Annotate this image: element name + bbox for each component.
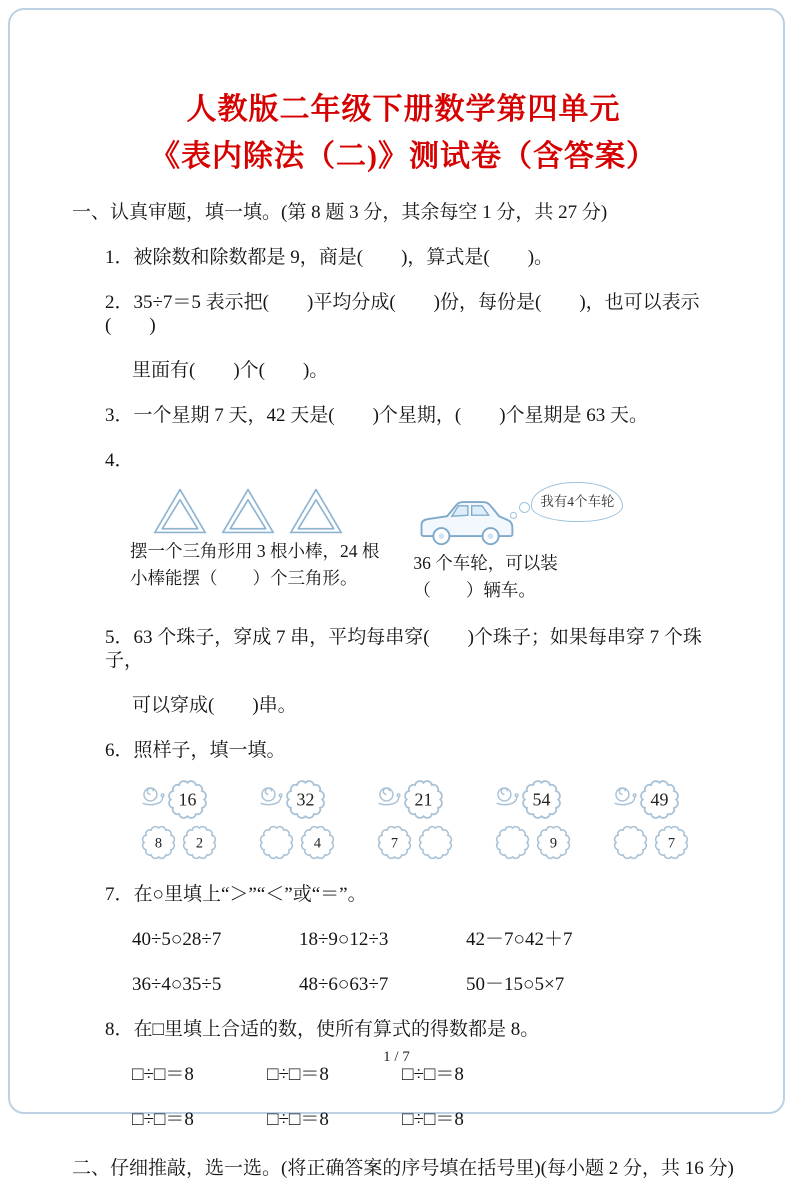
question-2-line2: 里面有( )个( )。 (132, 359, 329, 381)
pattern-bottom-badge (181, 824, 218, 861)
fill-pattern-group (364, 778, 456, 861)
pattern-top-badge (520, 778, 563, 821)
svg-text:16: 16 (178, 789, 196, 810)
question-4-car-block (413, 482, 623, 604)
pattern-top-badge (638, 778, 681, 821)
triangles-caption-line2: 小棒能摆（ ）个三角形。 (130, 567, 358, 588)
stick-triangle-icon (220, 486, 276, 536)
section2-heading: 二、仔细推敲，选一选。(将正确答案的序号填在括号里)(每小题 2 分，共 16 分) (72, 1157, 734, 1179)
svg-text:9: 9 (549, 835, 558, 852)
pattern-bottom-badge (535, 824, 572, 861)
question-2-line1: 2．35÷7＝5 表示把( )平均分成( )份，每份是( )，也可以表示( ) (105, 291, 700, 336)
pattern-bottom-badge (417, 824, 454, 861)
svg-text:4: 4 (313, 835, 322, 852)
pattern-top-badge (284, 778, 327, 821)
pattern-bottom-badge (653, 824, 690, 861)
comparison-row-2 (132, 973, 735, 996)
question-4-illustrations (130, 482, 735, 604)
question-4-number: 4． (105, 449, 134, 471)
snail-icon (494, 785, 519, 806)
car-caption-line1: 36 个车轮，可以装 (413, 552, 558, 573)
blank-equation-row-1 (132, 1063, 735, 1086)
pattern-bottom-badge (376, 824, 413, 861)
stick-triangles-image (152, 486, 379, 536)
blank-equation: □÷□＝8 (267, 1063, 329, 1085)
comparison-expression: 36÷4○35÷5 (132, 973, 222, 995)
fill-pattern-group (600, 778, 692, 861)
snail-icon (376, 785, 401, 806)
pattern-bottom-badge (494, 824, 531, 861)
section1-heading: 一、认真审题，填一填。(第 8 题 3 分，其余每空 1 分，共 27 分) (72, 201, 608, 223)
question-6: 6．照样子，填一填。 (105, 739, 286, 761)
pattern-top-badge (402, 778, 445, 821)
comparison-expression: 40÷5○28÷7 (132, 928, 222, 950)
car-image-row (413, 482, 623, 550)
fill-pattern-row (128, 778, 735, 861)
question-4-triangles-block (130, 482, 379, 592)
blank-equation: □÷□＝8 (132, 1063, 194, 1085)
question-8: 8．在□里填上合适的数，使所有算式的得数都是 8。 (105, 1018, 540, 1040)
pattern-bottom-badge (258, 824, 295, 861)
svg-text:7: 7 (667, 835, 676, 852)
stick-triangle-icon (288, 486, 344, 536)
snail-icon (140, 785, 165, 806)
blank-equation: □÷□＝8 (267, 1108, 329, 1130)
page-number: 1 / 7 (383, 1049, 410, 1065)
car-icon (413, 490, 519, 550)
question-7: 7．在○里填上“＞”“＜”或“＝”。 (105, 883, 367, 905)
question-3: 3．一个星期 7 天，42 天是( )个星期，( )个星期是 63 天。 (105, 404, 649, 426)
blank-equation-row-2 (132, 1108, 735, 1131)
triangles-caption-line1: 摆一个三角形用 3 根小棒，24 根 (130, 540, 380, 561)
pattern-top-badge (166, 778, 209, 821)
paper-title (72, 86, 735, 181)
pattern-bottom-badge (612, 824, 649, 861)
blank-equation: □÷□＝8 (132, 1108, 194, 1130)
pattern-bottom-badge (140, 824, 177, 861)
speech-bubble: 我有4个车轮 (531, 482, 623, 522)
svg-text:2: 2 (195, 835, 204, 852)
svg-text:49: 49 (650, 789, 668, 810)
svg-text:21: 21 (414, 789, 432, 810)
snail-icon (258, 785, 283, 806)
comparison-expression: 48÷6○63÷7 (299, 973, 389, 995)
comparison-expression: 50－15○5×7 (466, 973, 565, 995)
car-caption-line2: （ ）辆车。 (413, 579, 536, 600)
question-1: 1．被除数和除数都是 9，商是( )，算式是( )。 (105, 246, 554, 268)
svg-text:32: 32 (296, 789, 314, 810)
question-5-line1: 5．63 个珠子，穿成 7 串，平均每串穿( )个珠子；如果每串穿 7 个珠子， (105, 626, 702, 671)
comparison-expression: 18÷9○12÷3 (299, 928, 389, 950)
comparison-row-1 (132, 928, 735, 951)
blank-equation: □÷□＝8 (402, 1063, 464, 1085)
svg-text:8: 8 (154, 835, 163, 852)
question-5-line2: 可以穿成( )串。 (132, 694, 297, 716)
fill-pattern-group (246, 778, 338, 861)
svg-text:7: 7 (390, 835, 399, 852)
blank-equation: □÷□＝8 (402, 1108, 464, 1130)
snail-icon (612, 785, 637, 806)
paper-title-line2: 《表内除法（二)》测试卷（含答案） (150, 140, 657, 174)
comparison-expression: 42－7○42＋7 (466, 928, 573, 950)
stick-triangle-icon (152, 486, 208, 536)
fill-pattern-group (482, 778, 574, 861)
pattern-bottom-badge (299, 824, 336, 861)
fill-pattern-group (128, 778, 220, 861)
paper-title-line1: 人教版二年级下册数学第四单元 (186, 93, 621, 126)
svg-text:54: 54 (532, 789, 550, 810)
